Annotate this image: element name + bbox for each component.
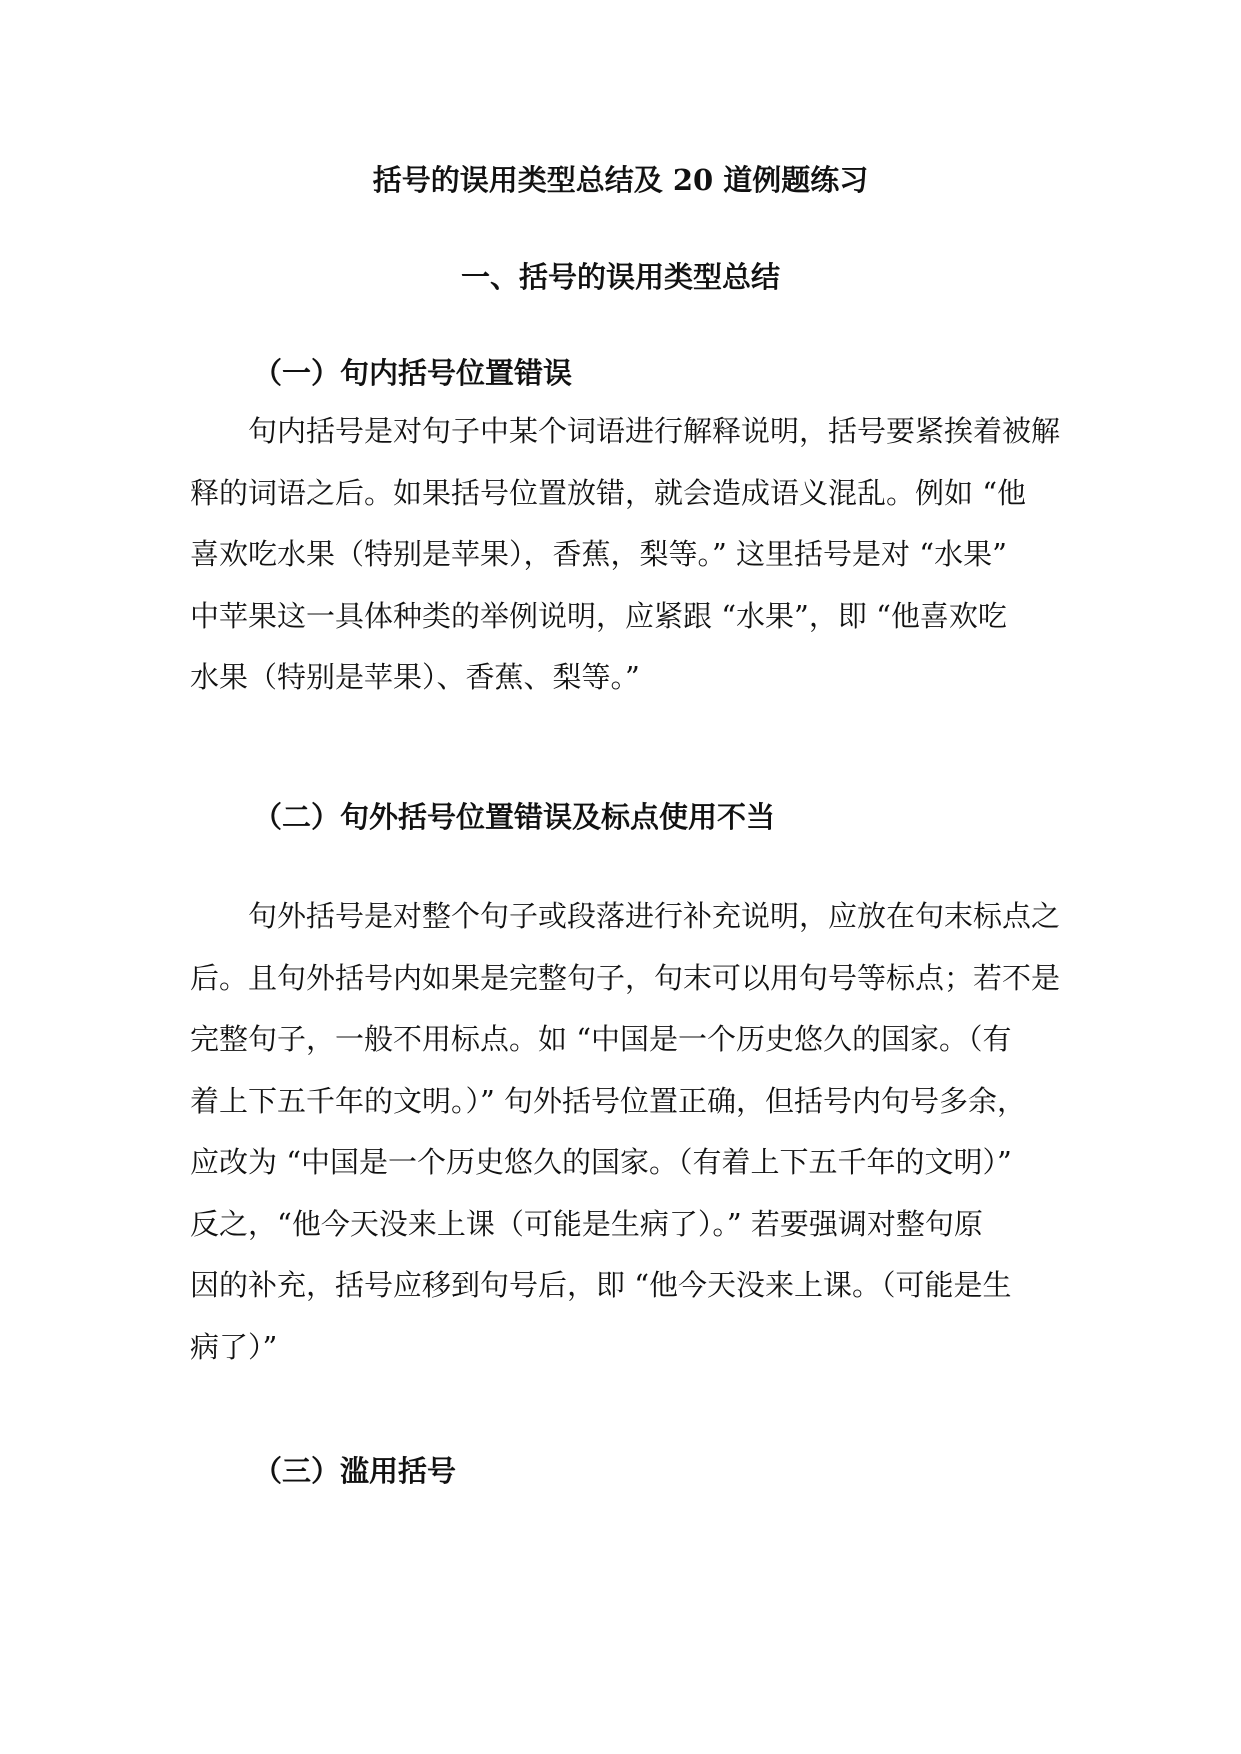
subsection-heading-1: （一）句内括号位置错误 bbox=[253, 356, 573, 390]
paragraph-line: 释的词语之后。如果括号位置放错，就会造成语义混乱。例如 “他 bbox=[190, 475, 1027, 510]
paragraph-2 bbox=[190, 886, 1060, 1378]
subsection-heading-3: （三）滥用括号 bbox=[253, 1454, 457, 1488]
paragraph-line: 病了）” bbox=[190, 1329, 278, 1364]
paragraph-1 bbox=[190, 401, 1060, 709]
paragraph-line: 水果（特别是苹果）、香蕉、梨等。” bbox=[190, 660, 640, 694]
paragraph-line: 完整句子，一般不用标点。如 “中国是一个历史悠久的国家。（有 bbox=[190, 1022, 1012, 1056]
paragraph-line: 反之，“他今天没来上课（可能是生病了）。” 若要强调对整句原 bbox=[190, 1206, 983, 1241]
paragraph-line: 中苹果这一具体种类的举例说明，应紧跟 “水果”，即 “他喜欢吃 bbox=[190, 598, 1007, 633]
paragraph-line: 后。且句外括号内如果是完整句子，句末可以用句号等标点；若不是 bbox=[190, 960, 1061, 995]
paragraph-line: 应改为 “中国是一个历史悠久的国家。（有着上下五千年的文明）” bbox=[190, 1145, 1012, 1179]
paragraph-line: 喜欢吃水果（特别是苹果），香蕉，梨等。” 这里括号是对 “水果” bbox=[190, 537, 1007, 571]
paragraph-line: 着上下五千年的文明。）” 句外括号位置正确，但括号内句号多余， bbox=[190, 1083, 1027, 1118]
subsection-heading-2: （二）句外括号位置错误及标点使用不当 bbox=[253, 800, 776, 834]
document-title: 括号的误用类型总结及 20 道例题练习 bbox=[372, 163, 869, 197]
paragraph-line: 句内括号是对句子中某个词语进行解释说明，括号要紧挨着被解 bbox=[248, 414, 1061, 448]
paragraph-line: 句外括号是对整个句子或段落进行补充说明，应放在句末标点之 bbox=[248, 899, 1061, 933]
section-heading: 一、括号的误用类型总结 bbox=[460, 260, 780, 294]
paragraph-line: 因的补充，括号应移到句号后，即 “他今天没来上课。（可能是生 bbox=[190, 1268, 1012, 1302]
